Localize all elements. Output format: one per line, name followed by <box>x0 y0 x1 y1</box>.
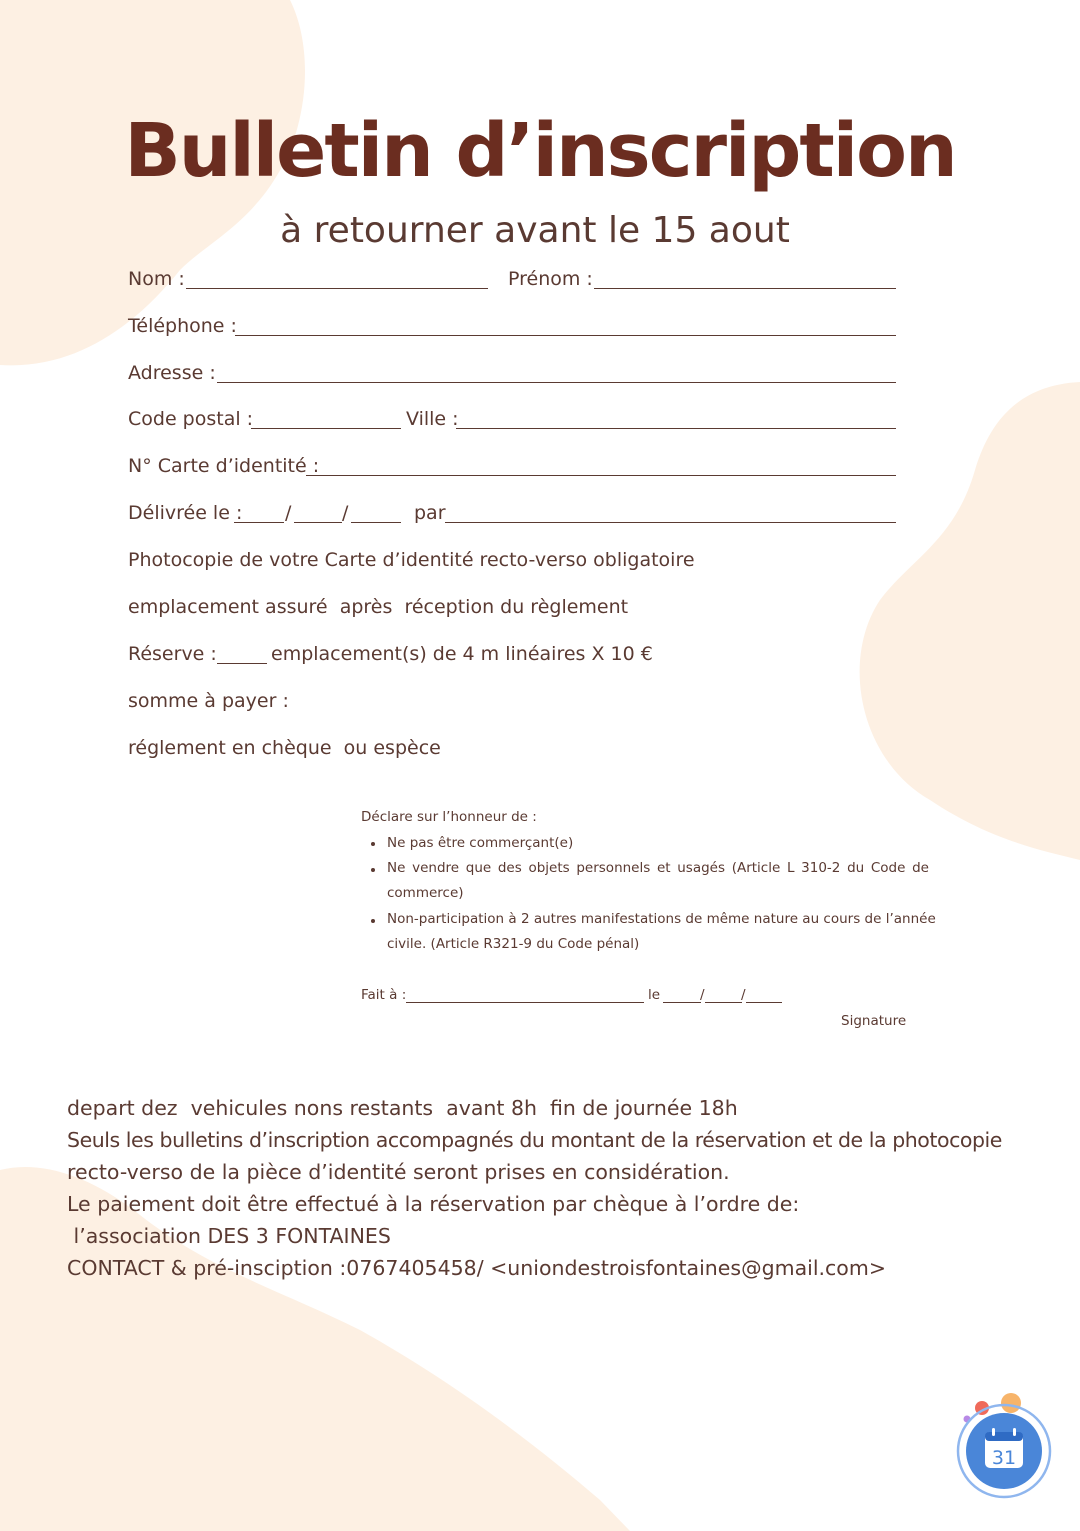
form-row-telephone <box>128 315 908 343</box>
adresse-field[interactable] <box>217 381 896 383</box>
prenom-label: Prénom : <box>508 268 593 290</box>
reserve-text: emplacement(s) de 4 m linéaires X 10 € <box>271 643 653 665</box>
carte-identite-label: N° Carte d’identité : <box>128 455 320 477</box>
form-row-delivree <box>128 502 908 530</box>
form-row-code-postal <box>128 408 908 436</box>
delivree-month-field[interactable] <box>294 521 342 523</box>
declaration-item: Ne pas être commerçant(e) <box>387 835 574 851</box>
code-postal-label: Code postal : <box>128 408 254 430</box>
page-title: Bulletin d’inscription <box>124 108 956 194</box>
footer-line: depart dez vehicules nons restants avant 8h fin de journée 18h <box>67 1096 738 1120</box>
adresse-label: Adresse : <box>128 362 216 384</box>
carte-identite-field[interactable] <box>306 474 896 476</box>
delivree-year-field[interactable] <box>351 521 401 523</box>
nom-field[interactable] <box>186 287 488 289</box>
le-label: le <box>648 987 661 1003</box>
footer-line: Le paiement doit être effectué à la réservation par chèque à l’ordre de: <box>67 1192 800 1216</box>
declaration-item-continuation: civile. (Article R321-9 du Code pénal) <box>387 936 640 952</box>
signature-day-field[interactable] <box>663 1001 701 1003</box>
date-separator: / <box>285 502 292 524</box>
form-row-carte-identite <box>128 455 908 483</box>
code-postal-field[interactable] <box>251 427 401 429</box>
declaration-item-continuation: commerce) <box>387 885 464 901</box>
delivree-label: Délivrée le : <box>128 502 243 524</box>
calendar-day: 31 <box>991 1447 1017 1469</box>
page-subtitle: à retourner avant le 15 aout <box>280 210 790 251</box>
date-separator: / <box>700 987 705 1003</box>
signature-year-field[interactable] <box>746 1001 782 1003</box>
footer-line: recto-verso de la pièce d’identité seront prises en considération. <box>67 1160 730 1184</box>
fait-field[interactable] <box>406 1001 644 1003</box>
declaration-heading: Déclare sur l’honneur de : <box>361 809 537 825</box>
footer-contact: CONTACT & pré-insciption :0767405458/ <uniondestroisfontaines@gmail.com> <box>67 1256 886 1280</box>
declaration-item: Non-participation à 2 autres manifestations de même nature au cours de l’année <box>387 911 936 927</box>
form-row-nom <box>128 268 908 296</box>
reserve-label: Réserve : <box>128 643 217 665</box>
delivree-day-field[interactable] <box>234 521 284 523</box>
footer-line: l’association DES 3 FONTAINES <box>67 1224 391 1248</box>
prenom-field[interactable] <box>594 287 896 289</box>
bullet-dot <box>371 842 375 846</box>
ville-field[interactable] <box>456 427 896 429</box>
form-row-reserve <box>128 643 908 671</box>
nom-label: Nom : <box>128 268 185 290</box>
bullet-dot <box>371 919 375 923</box>
reglement-text: réglement en chèque ou espèce <box>128 737 441 759</box>
bullet-dot <box>371 868 375 872</box>
calendar-icon <box>952 1388 1056 1500</box>
ville-label: Ville : <box>406 408 459 430</box>
calendar-badge[interactable] <box>952 1388 1056 1500</box>
footer-line: Seuls les bulletins d’inscription accompagnés du montant de la réservation et de la photocopie <box>67 1128 1002 1152</box>
form-row-adresse <box>128 362 908 390</box>
telephone-label: Téléphone : <box>128 315 237 337</box>
photocopie-notice: Photocopie de votre Carte d’identité recto-verso obligatoire <box>128 549 695 571</box>
declaration-item: Ne vendre que des objets personnels et usagés (Article L 310-2 du Code de <box>387 860 929 876</box>
somme-label: somme à payer : <box>128 690 289 712</box>
date-separator: / <box>342 502 349 524</box>
telephone-field[interactable] <box>235 334 896 336</box>
par-label: par <box>414 502 446 524</box>
fait-label: Fait à : <box>361 987 407 1003</box>
par-field[interactable] <box>445 521 896 523</box>
date-separator: / <box>741 987 746 1003</box>
reserve-quantity-field[interactable] <box>217 662 267 664</box>
signature-month-field[interactable] <box>705 1001 742 1003</box>
signature-label: Signature <box>841 1013 907 1029</box>
emplacement-notice: emplacement assuré après réception du règlement <box>128 596 629 618</box>
